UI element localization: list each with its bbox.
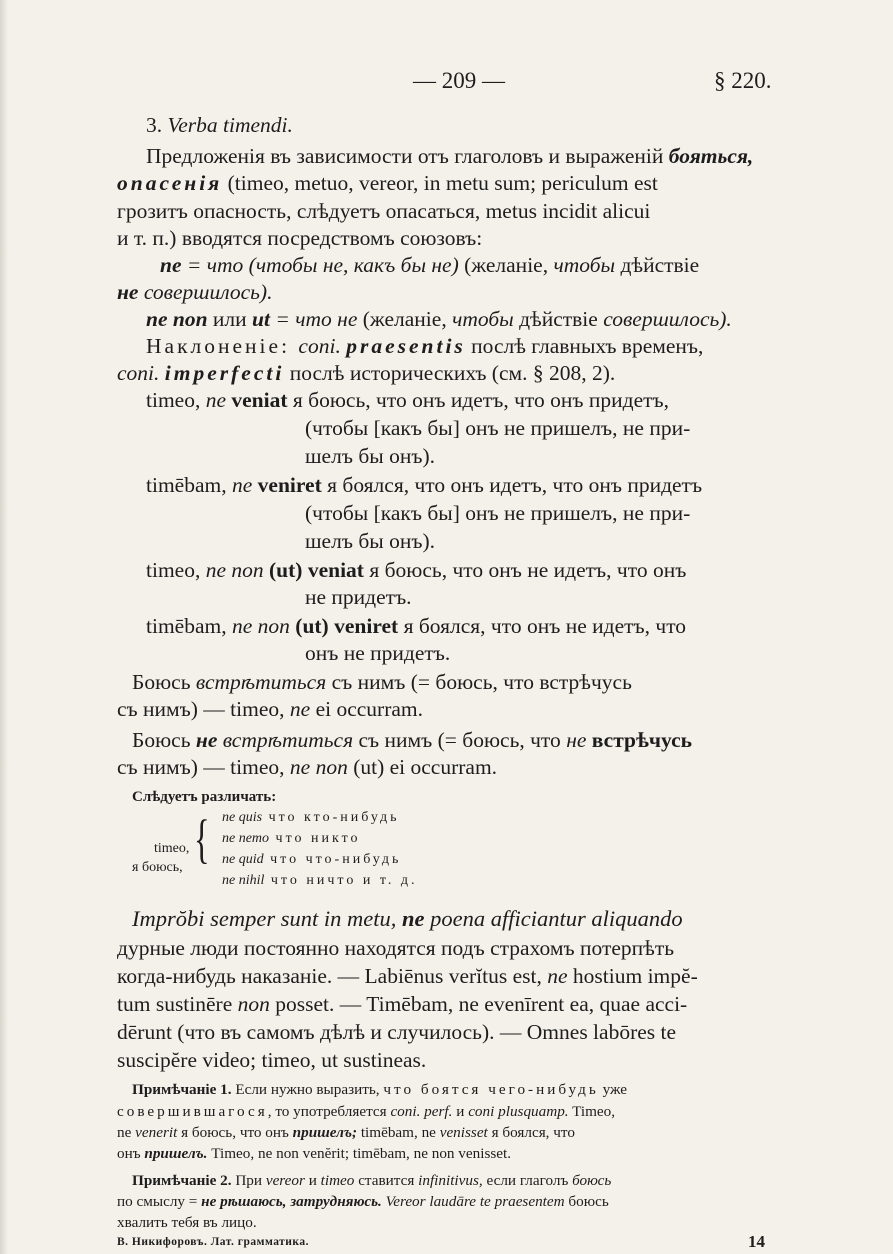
meet-1-line-2: съ нимъ) — timeo, ne ei occurram. — [117, 697, 424, 721]
scan-edge — [0, 0, 8, 1254]
rule-ne-cont: не совершилось). — [117, 280, 273, 304]
meet-2-line-2: съ нимъ) — timeo, ne non (ut) ei occurram. — [117, 755, 498, 779]
mood-line-1: Наклоненіе: coni. praesentis послѣ главныхъ временъ, — [146, 334, 704, 358]
note-2-line-3: хвалить тебя въ лицо. — [117, 1214, 257, 1231]
page-number: — 209 — — [413, 68, 505, 93]
example-2-line-1: timēbam, ne veniret я боялся, что онъ идетъ, что онъ придетъ — [146, 473, 703, 497]
example-1-line-2: (чтобы [какъ бы] онъ не пришелъ, не при- — [305, 416, 691, 440]
example-4-line-2: онъ не придетъ. — [305, 641, 451, 665]
example-2-line-3: шелъ бы онъ). — [305, 529, 435, 553]
distinguish-left-1: timeo, — [154, 841, 190, 856]
footer-author: В. Никифоровъ. Лат. грамматика. — [117, 1236, 310, 1248]
example-2-line-2: (чтобы [какъ бы] онъ не пришелъ, не при- — [305, 501, 691, 525]
example-1-line-3: шелъ бы онъ). — [305, 444, 435, 468]
distinguish-row: ne quid что что-нибудь — [222, 852, 402, 867]
distinguish-row: ne quis что кто-нибудь — [222, 810, 400, 825]
example-1-line-1: timeo, ne veniat я боюсь, что онъ идетъ, что онъ придетъ, — [146, 388, 669, 412]
intro-line-4: и т. п.) вводятся посредствомъ союзовъ: — [117, 226, 483, 250]
note-1-line-2: совершившагося, то употребляется coni. perf. и coni plusquamp. Timeo, — [117, 1103, 616, 1120]
distinguish-row: ne nemo что никто — [222, 831, 361, 846]
intro-line-3: грозитъ опасность, слѣдуетъ опасаться, metus incidit alicui — [117, 199, 651, 223]
rule-ne-non: ne non или ut = что не (желаніе, чтобы дѣйствіе совершилось). — [146, 307, 732, 331]
passage-line-3: когда-нибудь наказаніе. — Labiēnus verĭtus est, ne hostium impĕ- — [117, 964, 698, 988]
distinguish-left-2: я боюсь, — [132, 860, 183, 875]
passage-line-4: tum sustinēre non posset. — Timēbam, ne evenīrent ea, quae acci- — [117, 992, 688, 1016]
passage-line-2: дурные люди постоянно находятся подъ страхомъ потерпѣть — [117, 936, 675, 960]
section-number: § 220. — [714, 68, 772, 93]
note-1-line-3: ne venerit я боюсь, что онъ пришелъ; timēbam, ne venisset я боялся, что — [117, 1124, 575, 1141]
note-2-line-2: по смыслу = не рѣшаюсь, затрудняюсь. Vereor laudāre te praesentem боюсь — [117, 1193, 609, 1210]
distinguish-title: Слѣдуетъ различать: — [132, 789, 277, 805]
mood-line-2: coni. imperfecti послѣ историческихъ (см. § 208, 2). — [117, 361, 616, 385]
distinguish-row: ne nihil что ничто и т. д. — [222, 873, 418, 888]
passage-line-5: dērunt (что въ самомъ дѣлѣ и случилось). — Omnes labōres te — [117, 1020, 677, 1044]
example-4-line-1: timēbam, ne non (ut) veniret я боялся, что онъ не идетъ, что — [146, 614, 687, 638]
heading-title: Verba timendi. — [167, 113, 293, 137]
example-3-line-1: timeo, ne non (ut) veniat я боюсь, что онъ не идетъ, что онъ — [146, 558, 687, 582]
section-heading — [146, 110, 293, 140]
rule-ne: ne = что (чтобы не, какъ бы не) (желаніе, чтобы дѣйствіе — [160, 253, 700, 277]
heading-number: 3. — [146, 113, 163, 137]
meet-2-line-1: Боюсь не встрѣтиться съ нимъ (= боюсь, что не встрѣчусь — [132, 728, 693, 752]
curly-brace: { — [194, 809, 210, 869]
footer-signature-number: 14 — [748, 1232, 765, 1251]
passage-line-6: suscipĕre video; timeo, ut sustineas. — [117, 1048, 427, 1072]
note-1-line-4: онъ пришелъ. Timeo, ne non venĕrit; timēbam, ne non venisset. — [117, 1145, 512, 1162]
intro-line-1: Предложенія въ зависимости отъ глаголовъ и выраженій бояться, — [146, 144, 754, 168]
intro-line-2: опасенія (timeo, metuo, vereor, in metu sum; periculum est — [117, 171, 658, 195]
note-2-line-1: Примѣчаніе 2. При vereor и timeo ставится infinitivus, если глаголъ боюсь — [132, 1172, 612, 1189]
meet-1-line-1: Боюсь встрѣтиться съ нимъ (= боюсь, что встрѣчусь — [132, 670, 632, 694]
note-1-line-1: Примѣчаніе 1. Если нужно выразить, что боятся чего-нибудь уже — [132, 1081, 628, 1098]
passage-line-1: Imprŏbi semper sunt in metu, ne poena afficiantur aliquando — [132, 906, 683, 931]
example-3-line-2: не придетъ. — [305, 585, 412, 609]
